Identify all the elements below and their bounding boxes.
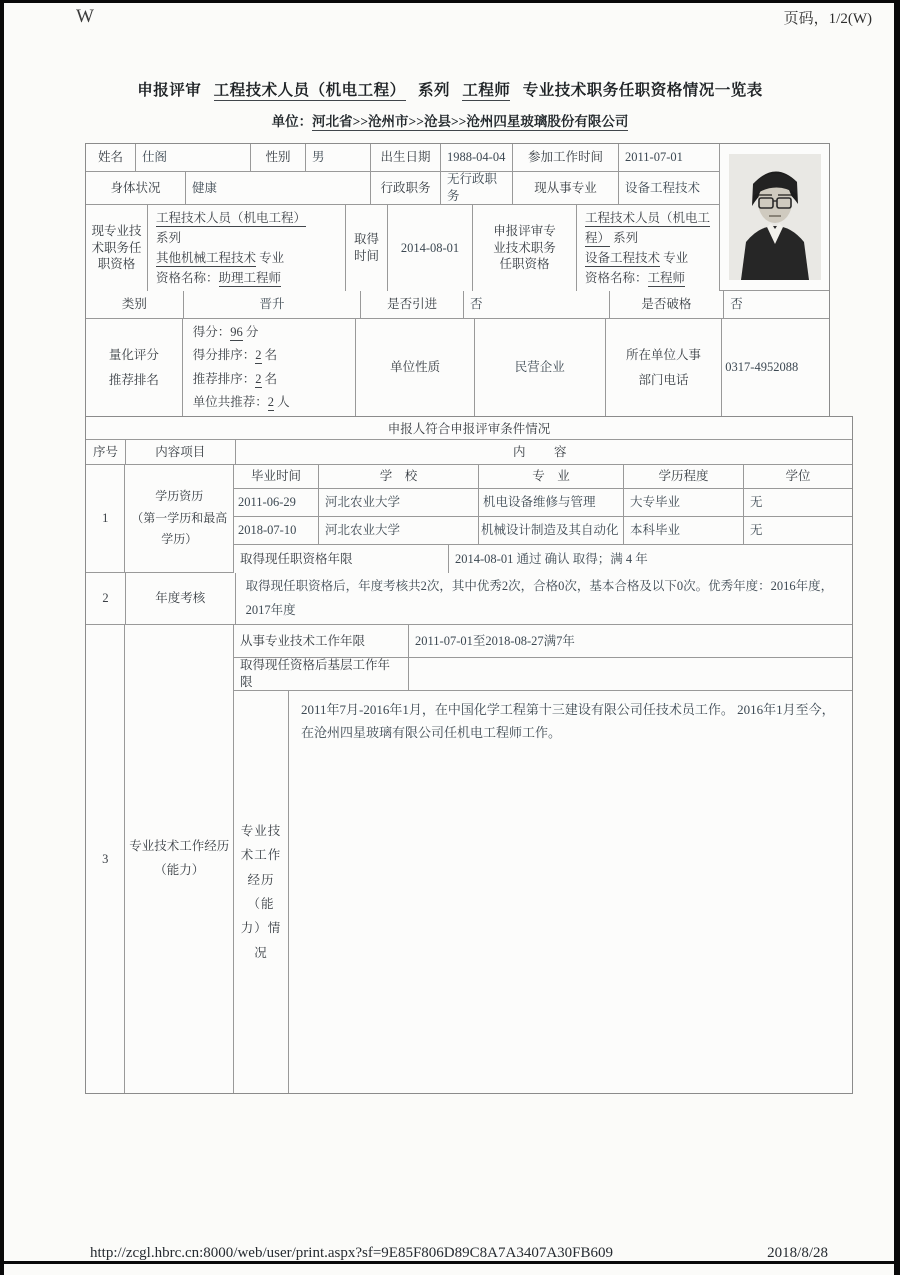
- apply-qual-label: 申报评审专业技术职务任职资格: [473, 205, 577, 291]
- item-education: [86, 465, 852, 573]
- edu-r2-school: 河北农业大学: [319, 517, 479, 545]
- edu-header-degree: 学位: [744, 465, 852, 489]
- score-line-4: 单位共推荐：2 人: [192, 394, 290, 409]
- edu-r2-major: 机械设计制造及其自动化: [479, 517, 624, 545]
- health-label: 身体状况: [86, 172, 186, 205]
- edu-r2-level: 本科毕业: [624, 517, 744, 545]
- item-annual-review: [86, 573, 852, 625]
- row-basic-2: [86, 172, 719, 205]
- item-work-experience: [86, 625, 852, 1093]
- admin-post-value: 无行政职务: [441, 172, 513, 205]
- row-score: [86, 319, 829, 416]
- edu-header-degree-level: 学历程度: [624, 465, 744, 489]
- qual-years-value: 2014-08-01 通过 确认 取得；满 4 年: [455, 551, 648, 566]
- work-start-value: 2011-07-01: [619, 144, 719, 172]
- sex-label: 性别: [251, 144, 306, 172]
- edu-header-major: 专 业: [479, 465, 624, 489]
- work-years-row: [234, 625, 852, 658]
- row-category: [86, 291, 829, 319]
- title-prefix: 申报评审: [137, 82, 202, 99]
- applicant-photo-cell: [719, 144, 829, 291]
- handwritten-mark: W: [76, 6, 94, 27]
- item2-label: 年度考核: [126, 573, 236, 625]
- unit-nature-label: 单位性质: [356, 319, 475, 416]
- conditions-columns-header: [86, 440, 852, 465]
- current-qual-label: 现专业技术职务任职资格: [86, 205, 148, 291]
- apply-qual-content: [577, 205, 719, 291]
- edu-header-date: 毕业时间: [234, 465, 319, 489]
- grassroots-years-row: [234, 658, 852, 691]
- col-header-item: 内容项目: [126, 440, 236, 465]
- applicant-photo: [729, 154, 821, 280]
- qual-years-label: 取得现任职资格年限: [234, 545, 449, 573]
- edu-r1-school: 河北农业大学: [319, 489, 479, 517]
- score-line-2: 得分排序：2 名: [192, 348, 278, 363]
- admin-post-label: 行政职务: [371, 172, 441, 205]
- form-table: [85, 143, 853, 1094]
- scan-edge-left: [0, 0, 4, 1275]
- item3-label: 专业技术工作经历 （能力）: [125, 625, 234, 1093]
- scan-edge-top: [0, 0, 900, 3]
- apply-qual-line2: 设备工程技术 专业: [585, 251, 689, 265]
- health-value: 健康: [186, 172, 371, 205]
- title-suffix: 专业技术职务任职资格情况一览表: [522, 82, 763, 99]
- scan-edge-right: [894, 0, 900, 1275]
- name-value: 仕阁: [136, 144, 251, 172]
- score-block-label: 量化评分 推荐排名: [86, 319, 183, 416]
- edu-header-school: 学 校: [319, 465, 479, 489]
- current-major-value: 设备工程技术: [619, 172, 719, 205]
- item2-no: 2: [86, 573, 126, 625]
- work-start-label: 参加工作时间: [513, 144, 619, 172]
- unit-label: 单位：: [271, 114, 313, 129]
- qual-years-row: [234, 545, 852, 573]
- current-major-label: 现从事专业: [513, 172, 619, 205]
- form-title: [60, 78, 840, 100]
- score-line-3: 推荐排序：2 名: [192, 371, 278, 386]
- exception-label: 是否破格: [610, 291, 725, 319]
- unit-value: 河北省>>沧州市>>沧县>>沧州四星玻璃股份有限公司: [312, 114, 629, 129]
- edu-r1-major: 机电设备维修与管理: [479, 489, 624, 517]
- score-block-values: [183, 319, 357, 416]
- edu-r1-date: 2011-06-29: [234, 489, 319, 517]
- scan-bottom-line: [0, 1261, 900, 1264]
- print-footer: [90, 1245, 828, 1261]
- imported-label: 是否引进: [361, 291, 464, 319]
- personal-info-block: [85, 143, 830, 416]
- edu-table-header: [234, 465, 852, 489]
- edu-r1-degree: 无: [744, 489, 852, 517]
- row-basic-1: [86, 144, 719, 172]
- col-header-content: 内 容: [236, 440, 852, 465]
- score-line-1: 得分：96 分: [192, 325, 259, 340]
- col-header-no: 序号: [86, 440, 126, 465]
- grassroots-years-value: [409, 658, 852, 691]
- apply-qual-line3: 资格名称：工程师: [585, 271, 686, 285]
- footer-url: http://zcgl.hbrc.cn:8000/web/user/print.aspx?sf=9E85F806D89C8A7A3407A30FB609: [90, 1245, 613, 1261]
- current-qual-line3: 资格名称：助理工程师: [156, 271, 282, 285]
- edu-table-row-1: [234, 489, 852, 517]
- title-series-filled: 工程技术人员（机电工程）: [213, 82, 406, 99]
- edu-r1-level: 大专毕业: [624, 489, 744, 517]
- work-years-label: 从事专业技术工作年限: [234, 625, 409, 658]
- title-series-word: 系列: [417, 82, 450, 99]
- category-label: 类别: [86, 291, 184, 319]
- item1-no: 1: [86, 465, 125, 573]
- footer-date: 2018/8/28: [767, 1245, 828, 1261]
- edu-r2-degree: 无: [744, 517, 852, 545]
- hr-phone-value: 0317-4952088: [725, 360, 799, 375]
- experience-content: 2011年7月-2016年1月，在中国化学工程第十三建设有限公司任技术员工作。 2016年1月至今，在沧州四星玻璃有限公司任机电工程师工作。: [301, 702, 835, 740]
- row-qualification: [86, 205, 719, 291]
- obtain-time-label: 取得时间: [346, 205, 388, 291]
- conditions-block: [85, 416, 853, 1094]
- unit-line: [60, 110, 840, 130]
- current-qual-line1: 工程技术人员（机电工程）: [156, 211, 307, 225]
- birth-date-value: 1988-04-04: [441, 144, 513, 172]
- name-label: 姓名: [86, 144, 136, 172]
- current-qual-line2: 其他机械工程技术 专业: [156, 251, 285, 265]
- title-rank-filled: 工程师: [462, 82, 511, 99]
- category-value: 晋升: [184, 291, 362, 319]
- item2-content: 取得现任职资格后，年度考核共2次，其中优秀2次，合格0次，基本合格及以下0次。优秀年度：2016年度，2017年度: [236, 573, 852, 625]
- imported-value: 否: [464, 291, 610, 319]
- grassroots-years-label: 取得现任资格后基层工作年限: [234, 658, 409, 691]
- apply-qual-line1: 工程技术人员（机电工程） 系列: [585, 211, 711, 245]
- obtain-time-value: 2014-08-01: [388, 205, 473, 291]
- item3-no: 3: [86, 625, 125, 1093]
- work-years-value: 2011-07-01至2018-08-27满7年: [409, 625, 852, 658]
- edu-table-row-2: [234, 517, 852, 545]
- item1-label: 学历资历 （第一学历和最高 学历）: [125, 465, 234, 573]
- hr-phone-label: 所在单位人事 部门电话: [606, 319, 723, 416]
- experience-side-label: 专业技术工作经历（能力）情况: [234, 691, 289, 1093]
- experience-detail-row: [234, 691, 852, 1093]
- unit-nature-value: 民营企业: [475, 319, 606, 416]
- page-number: 页码，1/2(W): [783, 11, 872, 27]
- edu-r2-date: 2018-07-10: [234, 517, 319, 545]
- exception-value: 否: [724, 291, 829, 319]
- birth-date-label: 出生日期: [371, 144, 441, 172]
- current-qual-content: [148, 205, 346, 291]
- current-qual-line1b: 系列: [156, 231, 182, 245]
- conditions-section-header: 申报人符合申报评审条件情况: [86, 417, 852, 440]
- sex-value: 男: [306, 144, 371, 172]
